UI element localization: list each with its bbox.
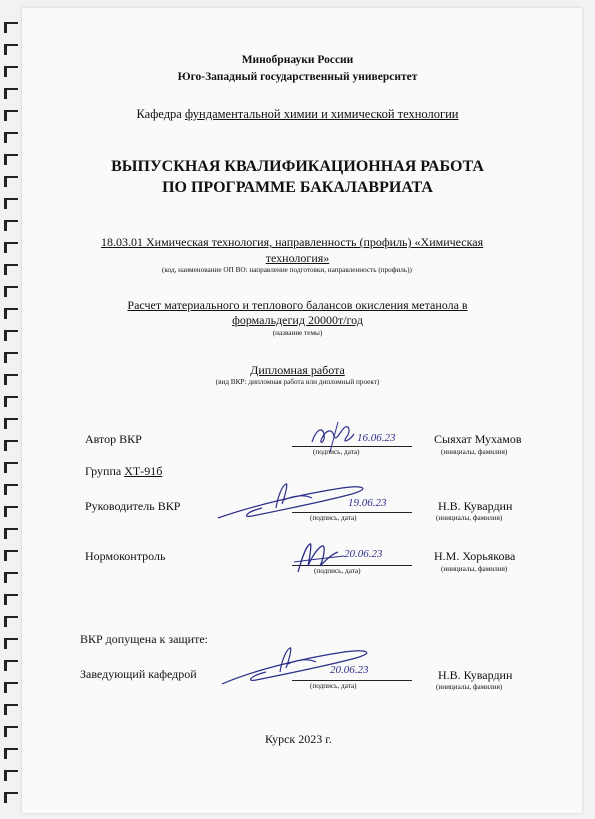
binding-holes [0, 0, 22, 819]
work-type-caption: (вид ВКР: дипломная работа или дипломный проект) [215, 378, 380, 386]
binding-hole [4, 176, 18, 178]
head-sign-date: 20.06.23 [330, 664, 369, 676]
binding-hole [4, 286, 18, 288]
binding-hole [4, 528, 18, 530]
group-label: Группа [85, 464, 125, 478]
author-name-caption: (инициалы, фамилия) [441, 448, 508, 456]
binding-hole [4, 352, 18, 354]
author-sign-date: 16.06.23 [357, 432, 396, 444]
head-name-caption: (инициалы, фамилия) [436, 683, 503, 691]
supervisor-name-caption: (инициалы, фамилия) [436, 514, 503, 522]
document-title-line2: ПО ПРОГРАММЕ БАКАЛАВРИАТА [162, 179, 433, 196]
binding-hole [4, 792, 18, 794]
binding-hole [4, 66, 18, 68]
binding-hole [4, 462, 18, 464]
binding-hole [4, 572, 18, 574]
normcontrol-sign-caption: (подпись, дата) [314, 567, 361, 575]
binding-hole [4, 88, 18, 90]
binding-hole [4, 132, 18, 134]
department-name: фундаментальной химии и химической технологии [184, 107, 459, 121]
supervisor-label: Руководитель ВКР [85, 499, 181, 513]
topic-caption: (название темы) [272, 329, 323, 337]
work-type: Дипломная работа [250, 363, 345, 377]
binding-hole [4, 682, 18, 684]
document-page [22, 8, 582, 813]
normcontrol-name: Н.М. Хорьякова [434, 549, 516, 563]
binding-hole [4, 440, 18, 442]
supervisor-name: Н.В. Кувардин [438, 499, 513, 513]
binding-hole [4, 22, 18, 24]
normcontrol-sign-date: 20.06.23 [344, 548, 383, 560]
head-sign-caption: (подпись, дата) [310, 682, 357, 690]
ministry-name: Минобрнауки России [241, 54, 354, 66]
head-label: Заведующий кафедрой [80, 667, 197, 681]
author-label: Автор ВКР [85, 432, 142, 446]
binding-hole [4, 704, 18, 706]
binding-hole [4, 638, 18, 640]
binding-hole [4, 660, 18, 662]
binding-hole [4, 44, 18, 46]
program-caption: (код, наименование ОП ВО: направление подготовки, направленность (профиль)) [162, 266, 412, 274]
supervisor-sign-date: 19.06.23 [348, 497, 387, 509]
binding-hole [4, 154, 18, 156]
normcontrol-signature [292, 538, 348, 582]
admission-label: ВКР допущена к защите: [80, 632, 208, 646]
author-sign-caption: (подпись, дата) [313, 448, 360, 456]
binding-hole [4, 594, 18, 596]
document-title-line1: ВЫПУСКНАЯ КВАЛИФИКАЦИОННАЯ РАБОТА [111, 158, 484, 175]
author-name: Сыяхат Мухамов [434, 432, 522, 446]
university-name: Юго-Западный государственный университет [177, 71, 418, 83]
binding-hole [4, 220, 18, 222]
binding-hole [4, 726, 18, 728]
group-value: ХТ-91б [124, 464, 163, 478]
binding-hole [4, 616, 18, 618]
binding-hole [4, 748, 18, 750]
program-line1: 18.03.01 Химическая технология, направленность (профиль) «Химическая [101, 235, 484, 249]
binding-hole [4, 550, 18, 552]
topic-line1: Расчет материального и теплового балансов окисления метанола в [127, 298, 468, 312]
normcontrol-name-caption: (инициалы, фамилия) [441, 565, 508, 573]
binding-hole [4, 198, 18, 200]
group [85, 464, 162, 479]
binding-hole [4, 770, 18, 772]
head-name: Н.В. Кувардин [438, 668, 513, 682]
binding-hole [4, 418, 18, 420]
department [0, 107, 595, 122]
binding-hole [4, 396, 18, 398]
program-line2: технология» [265, 251, 330, 265]
city-year: Курск 2023 г. [265, 732, 332, 746]
binding-hole [4, 242, 18, 244]
supervisor-sign-caption: (подпись, дата) [310, 514, 357, 522]
binding-hole [4, 484, 18, 486]
normcontrol-label: Нормоконтроль [85, 549, 166, 563]
department-prefix: Кафедра [136, 107, 185, 121]
binding-hole [4, 506, 18, 508]
topic-line2: формальдегид 20000т/год [232, 313, 363, 327]
